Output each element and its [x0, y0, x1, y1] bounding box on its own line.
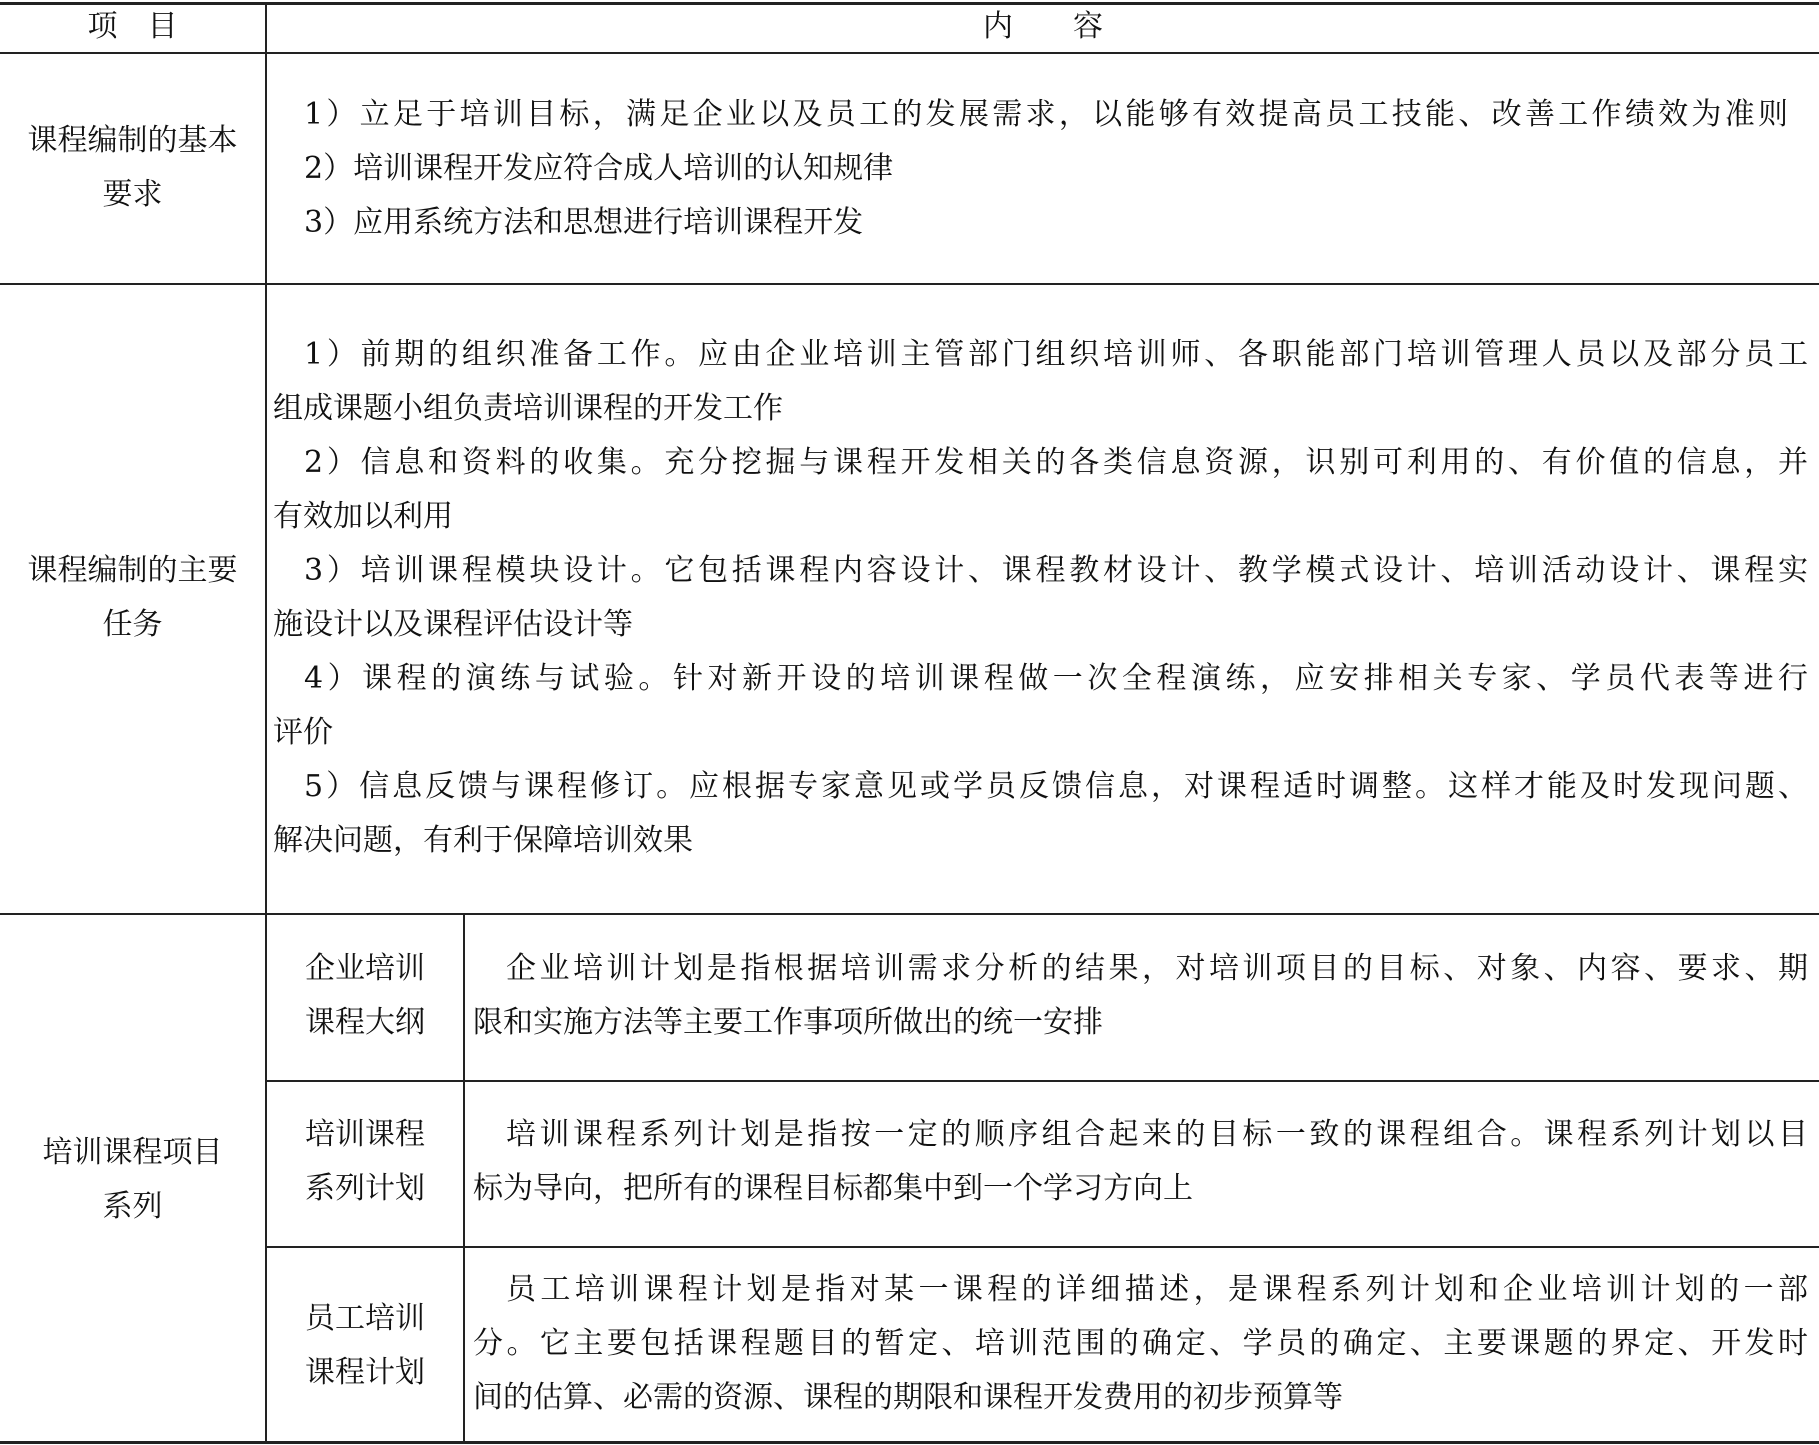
sub-label: 培训课程 — [305, 1117, 425, 1152]
row-content-line: 评价 — [273, 715, 333, 750]
row-content-line: 1）前期的组织准备工作。应由企业培训主管部门组织培训师、各职能部门培训管理人员以及部分员工 — [304, 337, 1808, 372]
row-content-line: 有效加以利用 — [273, 499, 453, 534]
row-content-line: 3）培训课程模块设计。它包括课程内容设计、课程教材设计、教学模式设计、培训活动设计、课程实 — [304, 553, 1808, 588]
row-content-line: 解决问题，有利于保障培训效果 — [273, 823, 693, 858]
row-content-line: 2）培训课程开发应符合成人培训的认知规律 — [304, 151, 894, 186]
sub-content-line: 分。它主要包括课程题目的暂定、培训范围的确定、学员的确定、主要课题的界定、开发时 — [473, 1326, 1808, 1361]
sub-content-line: 标为导向，把所有的课程目标都集中到一个学习方向上 — [473, 1171, 1193, 1206]
sub-label: 企业培训 — [305, 951, 425, 986]
row-label: 任务 — [102, 607, 163, 642]
row-content-line: 5）信息反馈与课程修订。应根据专家意见或学员反馈信息，对课程适时调整。这样才能及时发现问题、 — [304, 769, 1808, 804]
row-label: 课程编制的基本 — [27, 123, 238, 158]
row-content-line: 组成课题小组负责培训课程的开发工作 — [273, 391, 783, 426]
sub-content-line: 间的估算、必需的资源、课程的期限和课程开发费用的初步预算等 — [473, 1380, 1343, 1415]
sub-label: 系列计划 — [305, 1171, 425, 1206]
row-divider — [0, 913, 1819, 915]
table-bottom-border — [0, 1441, 1819, 1444]
sub-content-line: 企业培训计划是指根据培训需求分析的结果，对培训项目的目标、对象、内容、要求、期 — [506, 951, 1808, 986]
row-content-line: 施设计以及课程评估设计等 — [273, 607, 633, 642]
column-divider — [265, 2, 267, 1444]
sub-row-divider — [265, 1246, 1819, 1248]
row-label: 课程编制的主要 — [27, 553, 238, 588]
row-label: 培训课程项目 — [42, 1135, 223, 1170]
row-divider — [0, 283, 1819, 285]
header-item: 项 目 — [87, 9, 178, 44]
row-content-line: 3）应用系统方法和思想进行培训课程开发 — [304, 205, 864, 240]
sub-content-line: 限和实施方法等主要工作事项所做出的统一安排 — [473, 1005, 1103, 1040]
sub-content-line: 员工培训课程计划是指对某一课程的详细描述，是课程系列计划和企业培训计划的一部 — [506, 1272, 1808, 1307]
sub-label: 课程计划 — [305, 1355, 425, 1390]
sub-column-divider — [463, 913, 465, 1444]
sub-row-divider — [265, 1080, 1819, 1082]
row-label: 系列 — [102, 1189, 163, 1224]
row-content-line: 1）立足于培训目标，满足企业以及员工的发展需求，以能够有效提高员工技能、改善工作绩效为准则 — [304, 97, 1788, 132]
row-label: 要求 — [102, 177, 163, 212]
sub-label: 课程大纲 — [305, 1005, 425, 1040]
row-content-line: 4）课程的演练与试验。针对新开设的培训课程做一次全程演练，应安排相关专家、学员代表等进行 — [304, 661, 1808, 696]
header-content: 内 容 — [983, 9, 1103, 44]
sub-content-line: 培训课程系列计划是指按一定的顺序组合起来的目标一致的课程组合。课程系列计划以目 — [506, 1117, 1808, 1152]
sub-label: 员工培训 — [305, 1301, 425, 1336]
row-content-line: 2）信息和资料的收集。充分挖掘与课程开发相关的各类信息资源，识别可利用的、有价值的信息，并 — [304, 445, 1808, 480]
